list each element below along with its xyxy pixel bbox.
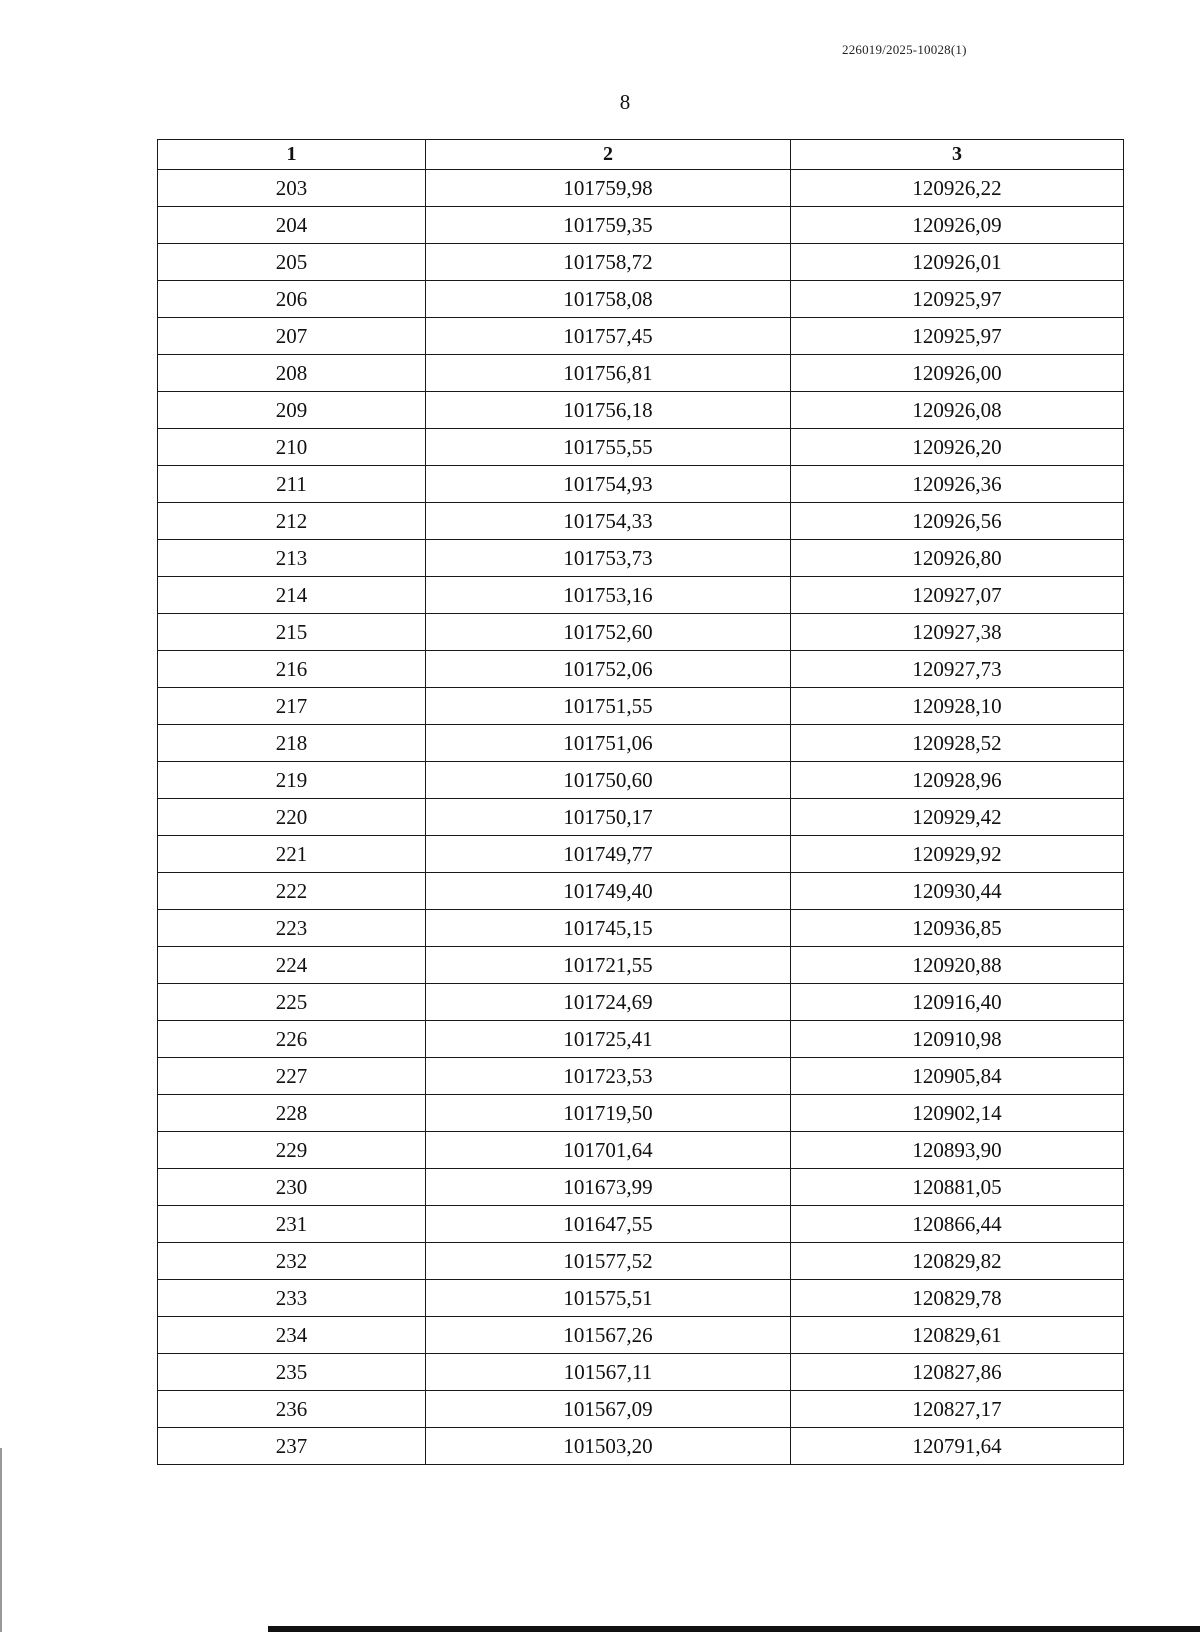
point-number-cell: 236 — [158, 1391, 426, 1428]
x-coordinate-cell: 101567,09 — [426, 1391, 791, 1428]
x-coordinate-cell: 101719,50 — [426, 1095, 791, 1132]
y-coordinate-cell: 120926,00 — [791, 355, 1124, 392]
y-coordinate-cell: 120926,56 — [791, 503, 1124, 540]
table-row — [158, 1206, 1124, 1243]
y-coordinate-cell: 120905,84 — [791, 1058, 1124, 1095]
x-coordinate-cell: 101673,99 — [426, 1169, 791, 1206]
table-row — [158, 984, 1124, 1021]
table-row — [158, 651, 1124, 688]
y-coordinate-cell: 120910,98 — [791, 1021, 1124, 1058]
x-coordinate-cell: 101753,16 — [426, 577, 791, 614]
table-row — [158, 1021, 1124, 1058]
point-number-cell: 232 — [158, 1243, 426, 1280]
table-row — [158, 281, 1124, 318]
point-number-cell: 231 — [158, 1206, 426, 1243]
y-coordinate-cell: 120866,44 — [791, 1206, 1124, 1243]
y-coordinate-cell: 120827,17 — [791, 1391, 1124, 1428]
point-number-cell: 211 — [158, 466, 426, 503]
y-coordinate-cell: 120829,78 — [791, 1280, 1124, 1317]
table-row — [158, 1280, 1124, 1317]
point-number-cell: 226 — [158, 1021, 426, 1058]
table-row — [158, 1391, 1124, 1428]
x-coordinate-cell: 101759,35 — [426, 207, 791, 244]
point-number-cell: 221 — [158, 836, 426, 873]
y-coordinate-cell: 120926,09 — [791, 207, 1124, 244]
y-coordinate-cell: 120829,82 — [791, 1243, 1124, 1280]
page-number: 8 — [619, 90, 631, 114]
y-coordinate-cell: 120926,20 — [791, 429, 1124, 466]
point-number-cell: 223 — [158, 910, 426, 947]
column-header-1: 1 — [158, 140, 426, 170]
table-row — [158, 466, 1124, 503]
table-row — [158, 1058, 1124, 1095]
point-number-cell: 215 — [158, 614, 426, 651]
table-header — [158, 140, 1124, 170]
document-reference-number: 226019/2025-10028(1) — [842, 42, 967, 57]
y-coordinate-cell: 120929,42 — [791, 799, 1124, 836]
x-coordinate-cell: 101753,73 — [426, 540, 791, 577]
x-coordinate-cell: 101745,15 — [426, 910, 791, 947]
y-coordinate-cell: 120881,05 — [791, 1169, 1124, 1206]
x-coordinate-cell: 101725,41 — [426, 1021, 791, 1058]
y-coordinate-cell: 120893,90 — [791, 1132, 1124, 1169]
table-row — [158, 244, 1124, 281]
y-coordinate-cell: 120926,36 — [791, 466, 1124, 503]
y-coordinate-cell: 120926,22 — [791, 170, 1124, 207]
x-coordinate-cell: 101758,08 — [426, 281, 791, 318]
x-coordinate-cell: 101755,55 — [426, 429, 791, 466]
x-coordinate-cell: 101567,11 — [426, 1354, 791, 1391]
x-coordinate-cell: 101752,06 — [426, 651, 791, 688]
y-coordinate-cell: 120829,61 — [791, 1317, 1124, 1354]
y-coordinate-cell: 120936,85 — [791, 910, 1124, 947]
point-number-cell: 224 — [158, 947, 426, 984]
y-coordinate-cell: 120926,08 — [791, 392, 1124, 429]
x-coordinate-cell: 101749,40 — [426, 873, 791, 910]
y-coordinate-cell: 120925,97 — [791, 318, 1124, 355]
y-coordinate-cell: 120925,97 — [791, 281, 1124, 318]
x-coordinate-cell: 101756,18 — [426, 392, 791, 429]
x-coordinate-cell: 101754,33 — [426, 503, 791, 540]
x-coordinate-cell: 101751,55 — [426, 688, 791, 725]
point-number-cell: 227 — [158, 1058, 426, 1095]
table-row — [158, 170, 1124, 207]
y-coordinate-cell: 120827,86 — [791, 1354, 1124, 1391]
point-number-cell: 237 — [158, 1428, 426, 1465]
point-number-cell: 203 — [158, 170, 426, 207]
y-coordinate-cell: 120902,14 — [791, 1095, 1124, 1132]
point-number-cell: 205 — [158, 244, 426, 281]
table-row — [158, 318, 1124, 355]
y-coordinate-cell: 120927,38 — [791, 614, 1124, 651]
point-number-cell: 234 — [158, 1317, 426, 1354]
table-row — [158, 836, 1124, 873]
point-number-cell: 210 — [158, 429, 426, 466]
table-row — [158, 762, 1124, 799]
x-coordinate-cell: 101754,93 — [426, 466, 791, 503]
x-coordinate-cell: 101701,64 — [426, 1132, 791, 1169]
point-number-cell: 218 — [158, 725, 426, 762]
table-row — [158, 614, 1124, 651]
x-coordinate-cell: 101577,52 — [426, 1243, 791, 1280]
point-number-cell: 209 — [158, 392, 426, 429]
y-coordinate-cell: 120928,10 — [791, 688, 1124, 725]
x-coordinate-cell: 101721,55 — [426, 947, 791, 984]
point-number-cell: 233 — [158, 1280, 426, 1317]
x-coordinate-cell: 101752,60 — [426, 614, 791, 651]
table-row — [158, 1428, 1124, 1465]
point-number-cell: 212 — [158, 503, 426, 540]
y-coordinate-cell: 120929,92 — [791, 836, 1124, 873]
y-coordinate-cell: 120791,64 — [791, 1428, 1124, 1465]
column-header-3: 3 — [791, 140, 1124, 170]
point-number-cell: 235 — [158, 1354, 426, 1391]
table-row — [158, 947, 1124, 984]
x-coordinate-cell: 101647,55 — [426, 1206, 791, 1243]
table-row — [158, 503, 1124, 540]
table-row — [158, 873, 1124, 910]
table-row — [158, 392, 1124, 429]
y-coordinate-cell: 120916,40 — [791, 984, 1124, 1021]
point-number-cell: 206 — [158, 281, 426, 318]
table-row — [158, 207, 1124, 244]
y-coordinate-cell: 120926,80 — [791, 540, 1124, 577]
x-coordinate-cell: 101723,53 — [426, 1058, 791, 1095]
point-number-cell: 230 — [158, 1169, 426, 1206]
point-number-cell: 222 — [158, 873, 426, 910]
table-row — [158, 1354, 1124, 1391]
y-coordinate-cell: 120920,88 — [791, 947, 1124, 984]
point-number-cell: 204 — [158, 207, 426, 244]
table-row — [158, 1243, 1124, 1280]
x-coordinate-cell: 101750,60 — [426, 762, 791, 799]
point-number-cell: 219 — [158, 762, 426, 799]
table-row — [158, 725, 1124, 762]
x-coordinate-cell: 101757,45 — [426, 318, 791, 355]
y-coordinate-cell: 120927,73 — [791, 651, 1124, 688]
point-number-cell: 228 — [158, 1095, 426, 1132]
y-coordinate-cell: 120930,44 — [791, 873, 1124, 910]
x-coordinate-cell: 101751,06 — [426, 725, 791, 762]
table-row — [158, 688, 1124, 725]
table-row — [158, 1317, 1124, 1354]
table-row — [158, 355, 1124, 392]
point-number-cell: 225 — [158, 984, 426, 1021]
point-number-cell: 220 — [158, 799, 426, 836]
point-number-cell: 207 — [158, 318, 426, 355]
point-number-cell: 217 — [158, 688, 426, 725]
table-row — [158, 540, 1124, 577]
x-coordinate-cell: 101503,20 — [426, 1428, 791, 1465]
coordinates-table — [157, 139, 1124, 1465]
table-row — [158, 577, 1124, 614]
table-row — [158, 429, 1124, 466]
y-coordinate-cell: 120926,01 — [791, 244, 1124, 281]
point-number-cell: 213 — [158, 540, 426, 577]
scan-bottom-edge — [268, 1626, 1200, 1632]
point-number-cell: 229 — [158, 1132, 426, 1169]
x-coordinate-cell: 101750,17 — [426, 799, 791, 836]
table-row — [158, 1095, 1124, 1132]
table-body — [158, 170, 1124, 1465]
y-coordinate-cell: 120928,52 — [791, 725, 1124, 762]
table-row — [158, 1169, 1124, 1206]
x-coordinate-cell: 101724,69 — [426, 984, 791, 1021]
x-coordinate-cell: 101749,77 — [426, 836, 791, 873]
y-coordinate-cell: 120927,07 — [791, 577, 1124, 614]
x-coordinate-cell: 101567,26 — [426, 1317, 791, 1354]
point-number-cell: 214 — [158, 577, 426, 614]
x-coordinate-cell: 101756,81 — [426, 355, 791, 392]
scan-margin-line — [0, 1448, 2, 1632]
column-header-2: 2 — [426, 140, 791, 170]
point-number-cell: 216 — [158, 651, 426, 688]
x-coordinate-cell: 101575,51 — [426, 1280, 791, 1317]
table-row — [158, 799, 1124, 836]
x-coordinate-cell: 101759,98 — [426, 170, 791, 207]
header-row — [158, 140, 1124, 170]
point-number-cell: 208 — [158, 355, 426, 392]
x-coordinate-cell: 101758,72 — [426, 244, 791, 281]
table-row — [158, 910, 1124, 947]
y-coordinate-cell: 120928,96 — [791, 762, 1124, 799]
table-row — [158, 1132, 1124, 1169]
